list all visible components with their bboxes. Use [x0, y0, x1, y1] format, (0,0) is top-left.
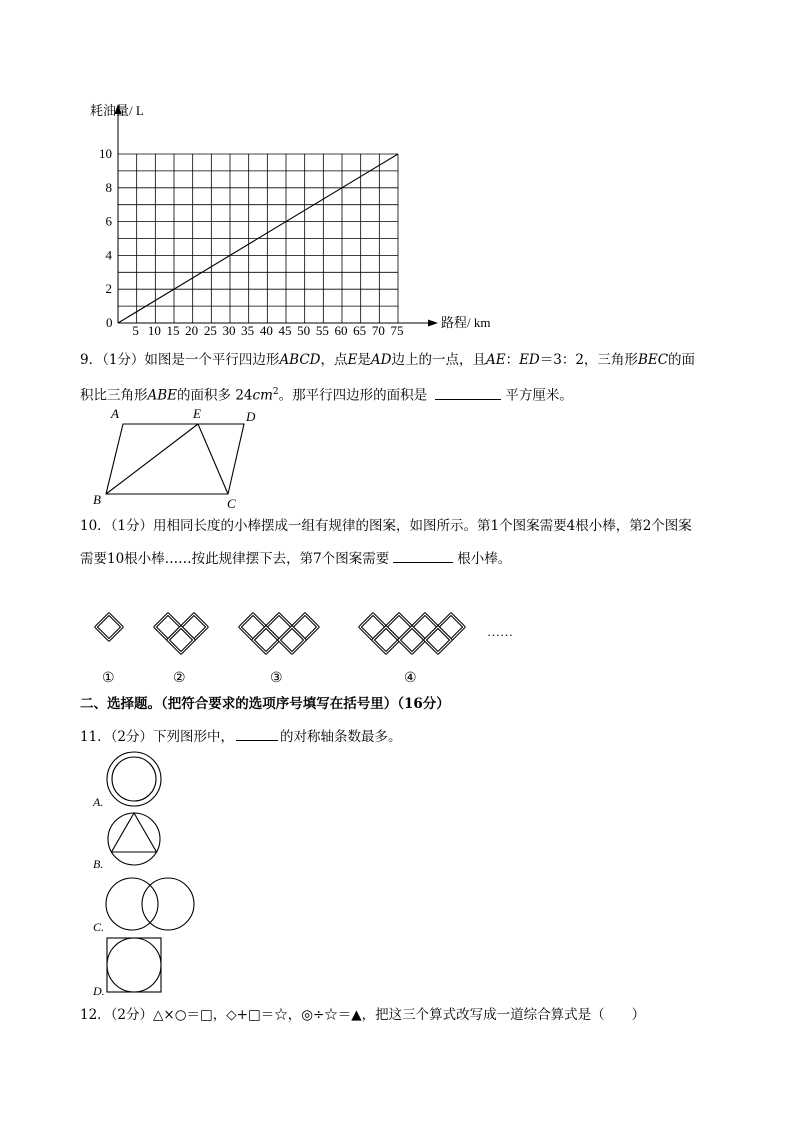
- segment-be: [106, 424, 198, 494]
- x-tick-label: 35: [241, 323, 255, 338]
- y-tick-label: 4: [105, 247, 112, 263]
- stick-diamond: [155, 614, 181, 640]
- point-b-label: B: [93, 492, 101, 507]
- parallelogram-figure: [90, 404, 265, 514]
- option-c-right-circle: [142, 878, 194, 930]
- stick-diamond: [438, 614, 464, 640]
- option-b-label[interactable]: B.: [93, 857, 104, 871]
- option-a-outer-circle: [107, 752, 161, 806]
- stick-diamond-inner: [425, 627, 451, 653]
- x-tick-label: 5: [132, 323, 139, 338]
- x-tick-label: 75: [390, 323, 404, 338]
- x-tick-label: 15: [166, 323, 180, 338]
- stick-diamond: [266, 614, 292, 640]
- x-tick-label: 70: [371, 323, 385, 338]
- pattern-caption-2: ②: [173, 671, 186, 686]
- stick-diamond-inner: [240, 614, 266, 640]
- stick-diamond-inner: [292, 614, 318, 640]
- x-tick-label: 30: [222, 323, 236, 338]
- stick-diamond-inner: [155, 614, 181, 640]
- q9-line2: 积比三角形ABE的面积多 $24cm^2$。那平行四边形的面积是 平方厘米。: [80, 382, 573, 406]
- stick-diamond-inner: [373, 627, 399, 653]
- q10-line2: 需要10根小棒……按此规律摆下去，第7个图案需要 根小棒。: [80, 548, 511, 569]
- x-tick-label: 20: [185, 323, 199, 338]
- stick-diamond: [292, 614, 318, 640]
- stick-diamond-inner: [96, 614, 122, 640]
- stick-pattern-4: [360, 614, 464, 653]
- stick-diamond-inner: [399, 627, 425, 653]
- x-axis-label: 路程/ km: [441, 315, 491, 330]
- pattern-caption-4: ④: [404, 671, 417, 686]
- stick-diamond: [425, 627, 451, 653]
- point-d-label: D: [246, 409, 256, 424]
- y-tick-labels: [99, 146, 113, 296]
- stick-diamond: [373, 627, 399, 653]
- point-a-label: A: [111, 406, 119, 421]
- stick-patterns-figure: [85, 598, 525, 688]
- q12-question: 12．（2分）△×○＝□，◇+□＝☆，◎÷☆＝▲，把这三个算式改写成一道综合算式是（ ）: [80, 1007, 646, 1023]
- option-d-circle: [107, 938, 161, 992]
- y-tick-label: 6: [105, 213, 112, 229]
- option-c-label[interactable]: C.: [93, 920, 105, 934]
- option-a-label[interactable]: A.: [93, 795, 104, 809]
- x-tick-label: 55: [315, 323, 329, 338]
- point-c-label: C: [227, 496, 236, 511]
- stick-diamond: [279, 627, 305, 653]
- y-axis-label: 耗油量/ L: [90, 103, 144, 118]
- q11-options-figure: [88, 748, 208, 1000]
- y-tick-label: 2: [105, 281, 112, 297]
- x-tick-label: 60: [334, 323, 348, 338]
- stick-diamond-inner: [253, 627, 279, 653]
- x-tick-label: 65: [353, 323, 367, 338]
- stick-pattern-2: [155, 614, 207, 653]
- pattern-caption-3: ③: [270, 671, 283, 686]
- x-tick-label: 40: [259, 323, 273, 338]
- stick-diamond-inner: [266, 614, 292, 640]
- stick-diamond: [253, 627, 279, 653]
- ellipsis: ……: [487, 624, 513, 639]
- x-tick-labels: [132, 323, 403, 338]
- stick-diamond-inner: [168, 627, 194, 653]
- q9-line1: 9．（1分）如图是一个平行四边形ABCD，点E是AD边上的一点，且AE：ED＝3：2，三角形BEC的面: [80, 352, 696, 368]
- section-2-title: 二、选择题。（把符合要求的选项序号填写在括号里）（16分）: [80, 696, 450, 712]
- q9-answer-blank[interactable]: [435, 385, 501, 400]
- stick-diamond: [360, 614, 386, 640]
- point-e-label: E: [193, 406, 201, 421]
- origin-label: 0: [106, 315, 113, 330]
- x-tick-label: 50: [297, 323, 311, 338]
- stick-diamond: [240, 614, 266, 640]
- x-tick-label: 25: [203, 323, 217, 338]
- x-axis-arrow: [428, 320, 438, 327]
- stick-pattern-1: [96, 614, 122, 640]
- segment-ec: [198, 424, 228, 494]
- stick-diamond: [96, 614, 122, 640]
- stick-diamond: [412, 614, 438, 640]
- stick-diamond-inner: [386, 614, 412, 640]
- option-d-label[interactable]: D.: [93, 984, 105, 998]
- stick-diamond-inner: [412, 614, 438, 640]
- stick-diamond-inner: [360, 614, 386, 640]
- q10-line1: 10．（1分）用相同长度的小棒摆成一组有规律的图案，如图所示。第1个图案需要4根小棒，第2个图案: [80, 518, 692, 534]
- stick-diamond-inner: [279, 627, 305, 653]
- y-tick-label: 8: [105, 179, 112, 195]
- fuel-distance-chart: [80, 96, 520, 341]
- option-a-inner-circle: [112, 757, 156, 801]
- q10-answer-blank[interactable]: [393, 548, 453, 563]
- pattern-caption-1: ①: [102, 671, 115, 686]
- stick-diamond: [168, 627, 194, 653]
- stick-diamond-inner: [438, 614, 464, 640]
- option-b-circle: [108, 813, 160, 865]
- stick-diamond: [181, 614, 207, 640]
- stick-diamond: [399, 627, 425, 653]
- q11-answer-blank[interactable]: [236, 726, 278, 741]
- x-tick-label: 10: [147, 323, 161, 338]
- y-tick-label: 10: [99, 146, 112, 161]
- stick-pattern-3: [240, 614, 318, 653]
- x-tick-label: 45: [278, 323, 292, 338]
- q11-question: 11．（2分）下列图形中， 的对称轴条数最多。: [80, 726, 402, 747]
- stick-diamond-inner: [181, 614, 207, 640]
- stick-diamond: [386, 614, 412, 640]
